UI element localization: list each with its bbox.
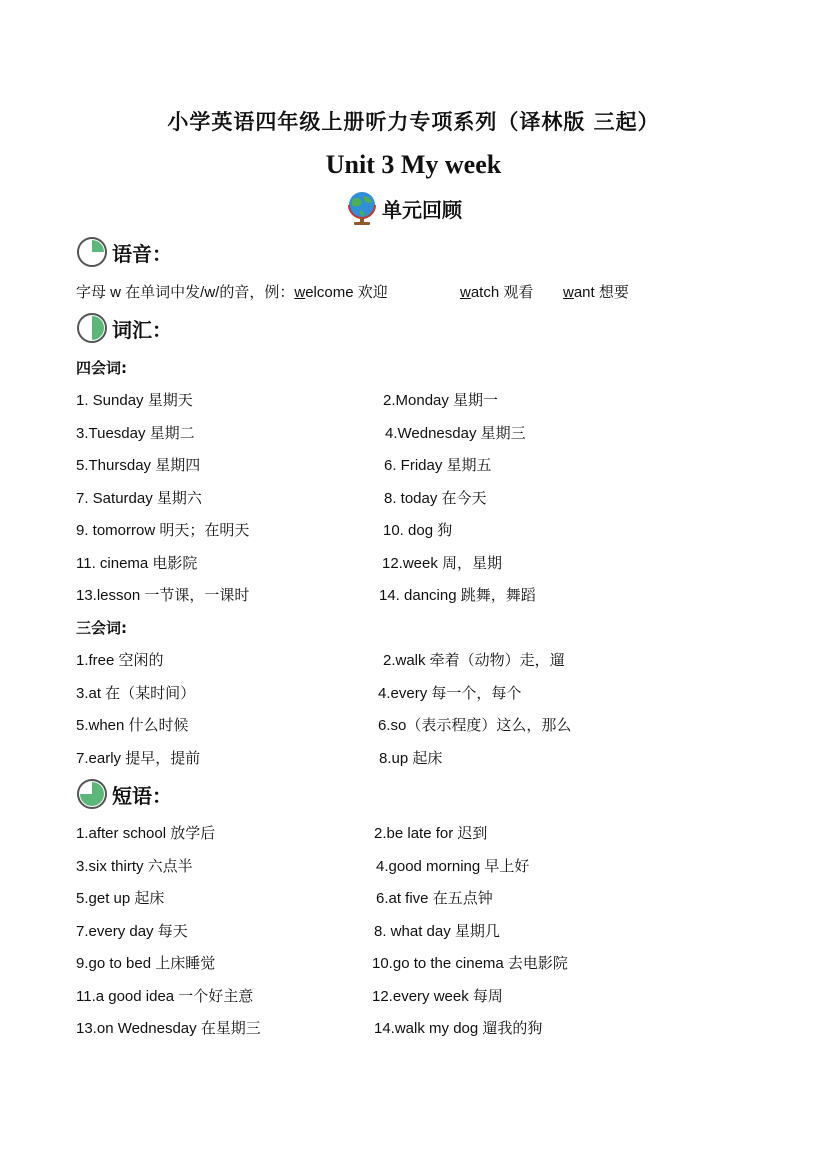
phonics-example-meaning: 想要 <box>598 284 629 301</box>
vocab-item: 8.up 起床 <box>379 750 443 767</box>
phrase-item: 14.walk my dog 遛我的狗 <box>374 1020 543 1037</box>
vocab-item: 4.every 每一个，每个 <box>378 685 522 702</box>
unit-title: Unit 3 My week <box>325 150 502 179</box>
vocab-item: 2.walk 牵着（动物）走，遛 <box>383 652 565 669</box>
vocab-item: 1.free 空闲的 <box>76 652 164 669</box>
vocab-title: 词汇： <box>112 317 172 342</box>
phrase-item: 4.good morning 早上好 <box>376 858 530 875</box>
phrase-item: 13.on Wednesday 在星期三 <box>76 1020 261 1037</box>
vocab-item: 1. Sunday 星期天 <box>76 392 193 409</box>
vocab-item: 6. Friday 星期五 <box>384 457 492 474</box>
phonics-example-letter: w <box>563 284 574 301</box>
vocab-item: 2.Monday 星期一 <box>383 392 499 409</box>
phonics-example-word: atch <box>470 284 500 301</box>
phonics-example-letter: w <box>460 284 471 301</box>
quarter-pie-icon <box>76 236 108 268</box>
phonics-example-2 <box>460 281 533 302</box>
phonics-example-word: elcome <box>305 284 354 301</box>
phrases-heading <box>76 778 172 810</box>
half-pie-icon <box>76 312 108 344</box>
phonics-example-letter: w <box>294 284 306 301</box>
phonics-intro: 字母 w 在单词中发/w/的音，例： <box>76 284 295 301</box>
phrase-item: 6.at five 在五点钟 <box>376 890 493 907</box>
phrases-title: 短语： <box>112 783 172 808</box>
phonics-example-3 <box>563 281 629 302</box>
phrase-item: 3.six thirty 六点半 <box>76 858 193 875</box>
phonics-example-meaning: 观看 <box>503 284 534 301</box>
phrase-item: 12.every week 每周 <box>372 988 503 1005</box>
phonics-example-meaning: 欢迎 <box>357 284 388 301</box>
phrase-item: 9.go to bed 上床睡觉 <box>76 955 216 972</box>
phrase-item: 8. what day 星期几 <box>374 923 500 940</box>
unit-review-heading <box>346 190 462 226</box>
vocab-item: 9. tomorrow 明天；在明天 <box>76 522 250 539</box>
globe-icon <box>346 190 378 226</box>
phonics-example-word: ant <box>573 284 595 301</box>
vocab-item: 3.Tuesday 星期二 <box>76 425 195 442</box>
vocab-heading <box>76 312 172 344</box>
four-skill-label: 四会词: <box>76 359 127 377</box>
phrase-item: 2.be late for 迟到 <box>374 825 488 842</box>
vocab-item: 7.early 提早，提前 <box>76 750 201 767</box>
vocab-item: 10. dog 狗 <box>383 522 453 539</box>
phonics-heading <box>76 236 172 268</box>
three-quarter-pie-icon <box>76 778 108 810</box>
review-label: 单元回顾 <box>382 197 462 222</box>
vocab-item: 4.Wednesday 星期三 <box>385 425 526 442</box>
phrase-item: 10.go to the cinema 去电影院 <box>372 955 568 972</box>
vocab-item: 7. Saturday 星期六 <box>76 490 202 507</box>
vocab-item: 5.Thursday 星期四 <box>76 457 201 474</box>
vocab-item: 3.at 在（某时间） <box>76 685 196 702</box>
phrase-item: 1.after school 放学后 <box>76 825 216 842</box>
phrase-item: 5.get up 起床 <box>76 890 165 907</box>
three-skill-label: 三会词: <box>76 619 127 637</box>
document-title: 小学英语四年级上册听力专项系列（译林版 三起） <box>167 109 660 134</box>
vocab-item: 8. today 在今天 <box>384 490 487 507</box>
vocab-item: 12.week 周，星期 <box>382 555 503 572</box>
phonics-rule <box>76 281 388 302</box>
vocab-item: 13.lesson 一节课，一课时 <box>76 587 250 604</box>
vocab-item: 6.so（表示程度）这么，那么 <box>378 717 572 734</box>
vocab-item: 5.when 什么时候 <box>76 717 189 734</box>
phrase-item: 11.a good idea 一个好主意 <box>76 988 254 1005</box>
vocab-item: 11. cinema 电影院 <box>76 555 198 572</box>
vocab-item: 14. dancing 跳舞，舞蹈 <box>379 587 536 604</box>
phrase-item: 7.every day 每天 <box>76 923 188 940</box>
phonics-title: 语音： <box>112 241 172 266</box>
